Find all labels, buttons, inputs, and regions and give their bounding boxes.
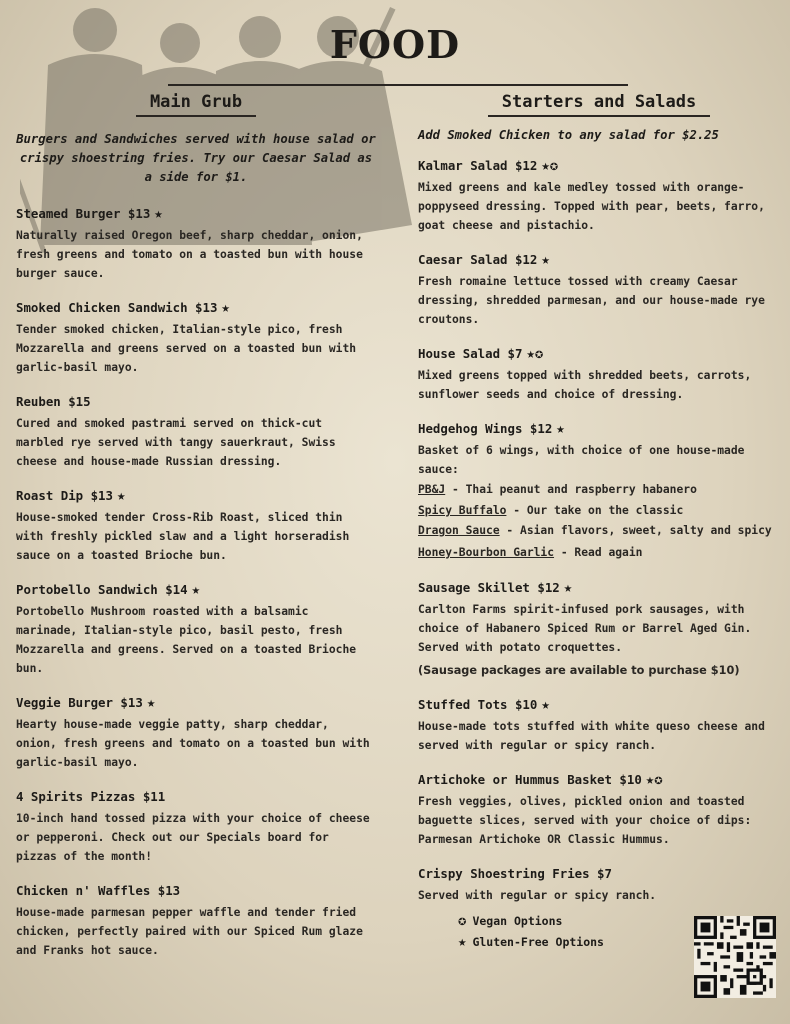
gluten-free-icon: ★ <box>563 580 573 596</box>
item-description: Fresh romaine lettuce tossed with creamy Caesar dressing, shredded parmesan, and our house-made rye croutons. <box>418 275 765 326</box>
item-name: Kalmar Salad $12 <box>418 158 538 173</box>
menu-item-reuben <box>16 393 376 471</box>
menu-item-hedgehog-wings <box>418 420 780 563</box>
menu-item-portobello-sandwich <box>16 581 376 678</box>
item-description: Cured and smoked pastrami served on thick-cut marbled rye served with tangy sauerkraut, Swiss cheese and house-made Russian dressing. <box>16 417 336 468</box>
menu-item-caesar-salad <box>418 251 780 329</box>
item-description: Mixed greens and kale medley tossed with orange-poppyseed dressing. Topped with pear, beets, farro, goat cheese and pistachio. <box>418 181 765 232</box>
gluten-free-icon: ★ <box>221 300 230 316</box>
item-description: Carlton Farms spirit-infused pork sausages, with choice of Habanero Spiced Rum or Barrel Aged Gin. Served with potato croquettes. <box>418 603 752 654</box>
menu-item-shoestring-fries <box>418 865 780 905</box>
item-name: Portobello Sandwich $14 <box>16 582 188 597</box>
item-name: Caesar Salad $12 <box>418 252 538 267</box>
sauce-option: PB&J - Thai peanut and raspberry habanero <box>418 483 697 496</box>
diet-icons: ★✪ <box>541 158 559 174</box>
item-description: House-made tots stuffed with white queso cheese and served with regular or spicy ranch. <box>418 720 765 752</box>
gluten-free-icon: ★ <box>458 934 467 950</box>
item-name: Hedgehog Wings $12 <box>418 421 553 436</box>
menu-item-artichoke-hummus <box>418 771 780 849</box>
item-description: 10-inch hand tossed pizza with your choice of cheese or pepperoni. Check out our Specials board for pizzas of the month! <box>16 812 370 863</box>
item-name: House Salad $7 <box>418 346 523 361</box>
item-description: House-smoked tender Cross-Rib Roast, sliced thin with freshly pickled slaw and a light horseradish sauce on a toasted Brioche bun. <box>16 511 350 562</box>
item-name: Roast Dip $13 <box>16 488 113 503</box>
menu-item-chicken-waffles <box>16 882 376 960</box>
item-description: House-made parmesan pepper waffle and tender fried chicken, perfectly paired with our Spiced Rum glaze and Franks hot sauce. <box>16 906 363 957</box>
menu-item-house-salad <box>418 345 780 404</box>
menu-item-sausage-skillet <box>418 579 780 680</box>
item-name: Reuben $15 <box>16 394 91 409</box>
item-description: Fresh veggies, olives, pickled onion and toasted baguette slices, served with your choice of dips: Parmesan Artichoke OR Classic Hummus. <box>418 795 752 846</box>
item-description: Tender smoked chicken, Italian-style pico, fresh Mozzarella and greens served on a toasted bun with garlic-basil mayo. <box>16 323 357 374</box>
item-name: Sausage Skillet $12 <box>418 580 560 595</box>
item-name: Veggie Burger $13 <box>16 695 143 710</box>
main-grub-heading: Main Grub <box>16 92 376 112</box>
item-description: Mixed greens topped with shredded beets, carrots, sunflower seeds and choice of dressing. <box>418 369 752 401</box>
page-title: FOOD <box>329 22 461 67</box>
qr-code-icon[interactable] <box>694 916 776 998</box>
menu-item-stuffed-tots <box>418 696 780 755</box>
item-name: Steamed Burger $13 <box>16 206 151 221</box>
diet-icons: ★✪ <box>645 772 663 788</box>
starters-column <box>418 92 780 953</box>
gluten-free-icon: ★ <box>116 488 126 504</box>
menu-item-roast-dip <box>16 487 376 565</box>
diet-icons: ★✪ <box>526 346 544 362</box>
item-description: Hearty house-made veggie patty, sharp cheddar, onion, fresh greens and tomato on a toasted bun with garlic-basil mayo. <box>16 718 370 769</box>
gluten-free-label: Gluten-Free Options <box>472 935 604 949</box>
main-grub-column <box>16 92 376 976</box>
gluten-free-icon: ★ <box>556 421 565 437</box>
menu-item-kalmar-salad <box>418 157 780 235</box>
item-description: Basket of 6 wings, with choice of one house-made sauce: <box>418 444 745 476</box>
item-name: Chicken n' Waffles $13 <box>16 883 181 898</box>
item-description: Naturally raised Oregon beef, sharp cheddar, onion, fresh greens and tomato on a toasted bun with house burger sauce. <box>16 229 363 280</box>
menu-item-veggie-burger <box>16 694 376 772</box>
menu-item-smoked-chicken-sandwich <box>16 299 376 377</box>
sauce-option: Honey-Bourbon Garlic - Read again <box>418 546 643 559</box>
vegan-label: Vegan Options <box>472 914 563 928</box>
sauce-option: Spicy Buffalo - Our take on the classic <box>418 504 684 517</box>
menu-item-steamed-burger <box>16 205 376 283</box>
vegan-icon: ✪ <box>458 913 467 929</box>
item-name: Crispy Shoestring Fries $7 <box>418 866 612 881</box>
gluten-free-icon: ★ <box>146 695 156 711</box>
title-divider <box>168 84 628 86</box>
item-name: Smoked Chicken Sandwich $13 <box>16 300 218 315</box>
starters-heading: Starters and Salads <box>418 92 780 112</box>
item-description: Served with regular or spicy ranch. <box>418 889 657 902</box>
item-description: Portobello Mushroom roasted with a balsamic marinade, Italian-style pico, basil pesto, fresh Mozzarella and greens. Served on a toasted Brioche bun. <box>16 605 357 675</box>
item-name: Stuffed Tots $10 <box>418 697 538 712</box>
gluten-free-icon: ★ <box>541 697 550 713</box>
item-name: Artichoke or Hummus Basket $10 <box>418 772 642 787</box>
gluten-free-icon: ★ <box>154 206 163 222</box>
starters-intro: Add Smoked Chicken to any salad for $2.25 <box>418 128 719 142</box>
gluten-free-icon: ★ <box>191 582 201 598</box>
sauce-option: Dragon Sauce - Asian flavors, sweet, salty and spicy <box>418 524 772 537</box>
gluten-free-icon: ★ <box>541 252 550 268</box>
main-grub-intro: Burgers and Sandwiches served with house salad or crispy shoestring fries. Try our Caesar Salad as a side for $1. <box>16 132 376 184</box>
sausage-note: (Sausage packages are available to purchase $10) <box>418 664 740 677</box>
menu-item-pizzas <box>16 788 376 866</box>
item-name: 4 Spirits Pizzas $11 <box>16 789 166 804</box>
